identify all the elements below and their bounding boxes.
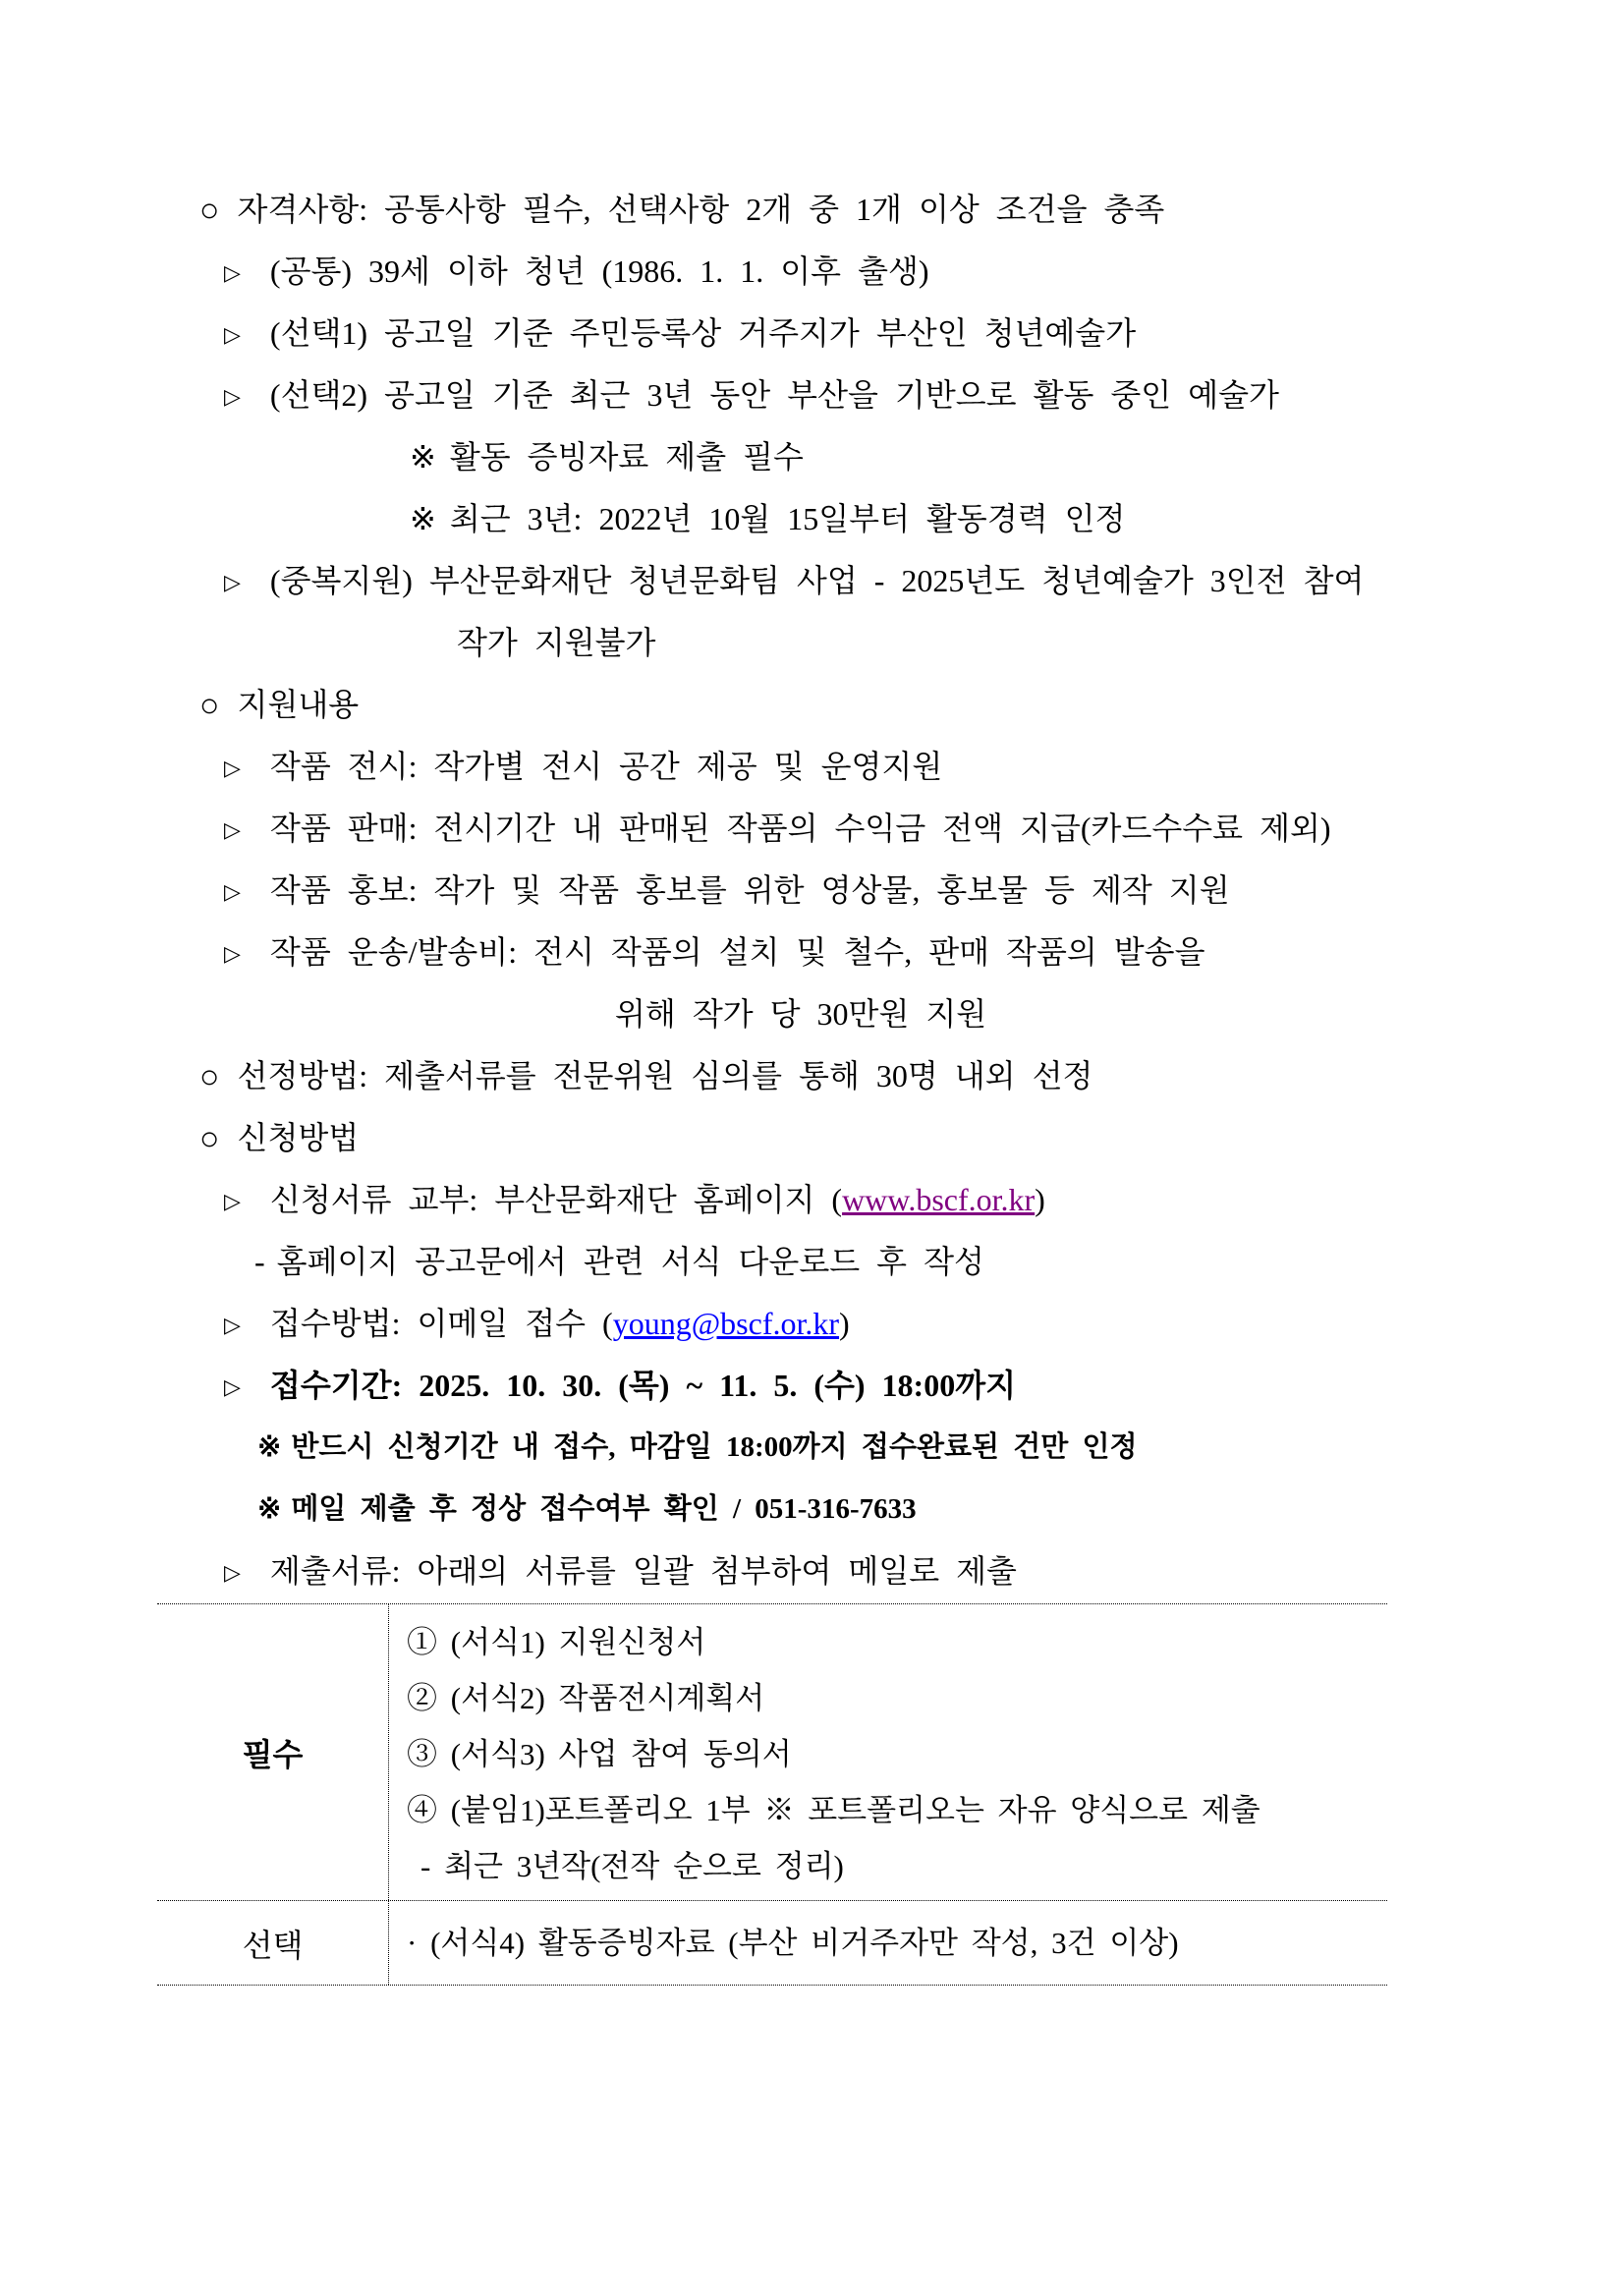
line-text: 위해 작가 당 30만원 지원 [615, 996, 987, 1032]
line-text: 메일 제출 후 정상 접수여부 확인 / 051-316-7633 [291, 1493, 917, 1525]
item-qualification [0, 179, 1624, 241]
email-link[interactable]: young@bscf.or.kr [612, 1306, 840, 1341]
table-item: ④ (붙임1)포트폴리오 1부 ※ 포트폴리오는 자유 양식으로 제출 [407, 1793, 1260, 1827]
table-item: ① (서식1) 지원신청서 [407, 1625, 706, 1659]
triangle-bullet-icon: ▷ [224, 570, 241, 594]
triangle-bullet-icon: ▷ [224, 1560, 241, 1585]
item-homepage-download [0, 1231, 1624, 1293]
table-cell-required-items [388, 1604, 1387, 1900]
triangle-bullet-icon: ▷ [224, 384, 241, 409]
item-duplicate-apply [0, 550, 1624, 612]
item-apply-docs [0, 1169, 1624, 1231]
item-work-shipping-cont [0, 983, 1624, 1045]
homepage-link[interactable]: www.bscf.or.kr [842, 1182, 1036, 1217]
triangle-bullet-icon: ▷ [224, 1374, 241, 1399]
submission-table [157, 1603, 1387, 1986]
table-item: - 최근 3년작(전작 순으로 정리) [420, 1849, 844, 1883]
table-row-required [157, 1603, 1387, 1900]
line-text: 활동 증빙자료 제출 필수 [449, 439, 804, 475]
line-text: 작가 지원불가 [457, 625, 656, 660]
table-cell-optional-items [388, 1901, 1387, 1985]
note-confirm-phone [0, 1479, 1624, 1540]
line-text: (중복지원) 부산문화재단 청년문화팀 사업 - 2025년도 청년예술가 3인전 참여 [269, 563, 1365, 598]
item-option1-residence [0, 303, 1624, 364]
line-text: 홈페이지 공고문에서 관련 서식 다운로드 후 작성 [276, 1244, 984, 1279]
circle-bullet-icon: ○ [199, 1121, 220, 1157]
line-text: 작품 판매: 전시기간 내 판매된 작품의 수익금 전액 지급(카드수수료 제외) [269, 811, 1331, 846]
line-text: 작품 홍보: 작가 및 작품 홍보를 위한 영상물, 홍보물 등 제작 지원 [269, 872, 1230, 908]
line-text: ) [1035, 1182, 1045, 1217]
table-label-optional: 선택 [242, 1927, 304, 1963]
circle-bullet-icon: ○ [199, 1059, 220, 1095]
line-text: (선택1) 공고일 기준 주민등록상 거주지가 부산인 청년예술가 [269, 315, 1137, 351]
item-apply-method [0, 1107, 1624, 1169]
triangle-bullet-icon: ▷ [224, 1189, 241, 1213]
circle-bullet-icon: ○ [199, 193, 220, 229]
item-work-promotion [0, 860, 1624, 922]
line-text: 접수기간: 2025. 10. 30. (목) ~ 11. 5. (수) 18:00까지 [269, 1368, 1017, 1403]
table-row-optional [157, 1900, 1387, 1985]
note-recent-3years [0, 488, 1624, 550]
item-option2-activity [0, 364, 1624, 426]
line-text: (공통) 39세 이하 청년 (1986. 1. 1. 이후 출생) [269, 253, 929, 289]
line-text: (선택2) 공고일 기준 최근 3년 동안 부산을 기반으로 활동 중인 예술가 [269, 377, 1279, 413]
dash-icon: - [254, 1244, 265, 1279]
circle-bullet-icon: ○ [199, 688, 220, 724]
item-selection-method [0, 1045, 1624, 1107]
line-text: 작품 전시: 작가별 전시 공간 제공 및 운영지원 [269, 749, 943, 784]
triangle-bullet-icon: ▷ [224, 1313, 241, 1337]
table-item: ③ (서식3) 사업 참여 동의서 [407, 1737, 792, 1771]
line-text: 작품 운송/발송비: 전시 작품의 설치 및 철수, 판매 작품의 발송을 [269, 934, 1205, 970]
item-submit-method [0, 1293, 1624, 1355]
table-item: · (서식4) 활동증빙자료 (부산 비거주자만 작성, 3건 이상) [407, 1926, 1179, 1960]
table-label-required: 필수 [242, 1736, 304, 1772]
triangle-bullet-icon: ▷ [224, 879, 241, 904]
line-text: 신청방법 [237, 1120, 360, 1155]
reference-mark-icon: ※ [410, 439, 436, 475]
triangle-bullet-icon: ▷ [224, 941, 241, 966]
line-text: 지원내용 [237, 687, 360, 722]
line-text: 신청서류 교부: 부산문화재단 홈페이지 ( [269, 1182, 843, 1217]
line-text: ) [839, 1306, 850, 1341]
reference-mark-icon: ※ [410, 501, 436, 536]
line-text: 접수방법: 이메일 접수 ( [269, 1306, 613, 1341]
triangle-bullet-icon: ▷ [224, 817, 241, 842]
note-activity-proof [0, 426, 1624, 488]
item-common-age [0, 241, 1624, 303]
item-submit-period [0, 1355, 1624, 1417]
note-deadline [0, 1417, 1624, 1479]
line-text: 제출서류: 아래의 서류를 일괄 첨부하여 메일로 제출 [269, 1553, 1017, 1589]
line-text: 최근 3년: 2022년 10월 15일부터 활동경력 인정 [449, 501, 1126, 536]
item-work-sale [0, 798, 1624, 860]
line-text: 선정방법: 제출서류를 전문위원 심의를 통해 30명 내외 선정 [237, 1058, 1093, 1093]
triangle-bullet-icon: ▷ [224, 322, 241, 347]
item-submit-docs [0, 1540, 1624, 1602]
table-item: ② (서식2) 작품전시계획서 [407, 1681, 765, 1715]
document-body [0, 179, 1624, 1602]
triangle-bullet-icon: ▷ [224, 260, 241, 285]
reference-mark-icon: ※ [257, 1493, 282, 1525]
item-work-shipping [0, 922, 1624, 983]
line-text: 반드시 신청기간 내 접수, 마감일 18:00까지 접수완료된 건만 인정 [291, 1431, 1138, 1463]
triangle-bullet-icon: ▷ [224, 756, 241, 780]
item-duplicate-apply-cont [0, 612, 1624, 674]
reference-mark-icon: ※ [257, 1431, 282, 1463]
item-support-content [0, 674, 1624, 736]
item-work-exhibit [0, 736, 1624, 798]
line-text: 자격사항: 공통사항 필수, 선택사항 2개 중 1개 이상 조건을 충족 [237, 192, 1165, 227]
